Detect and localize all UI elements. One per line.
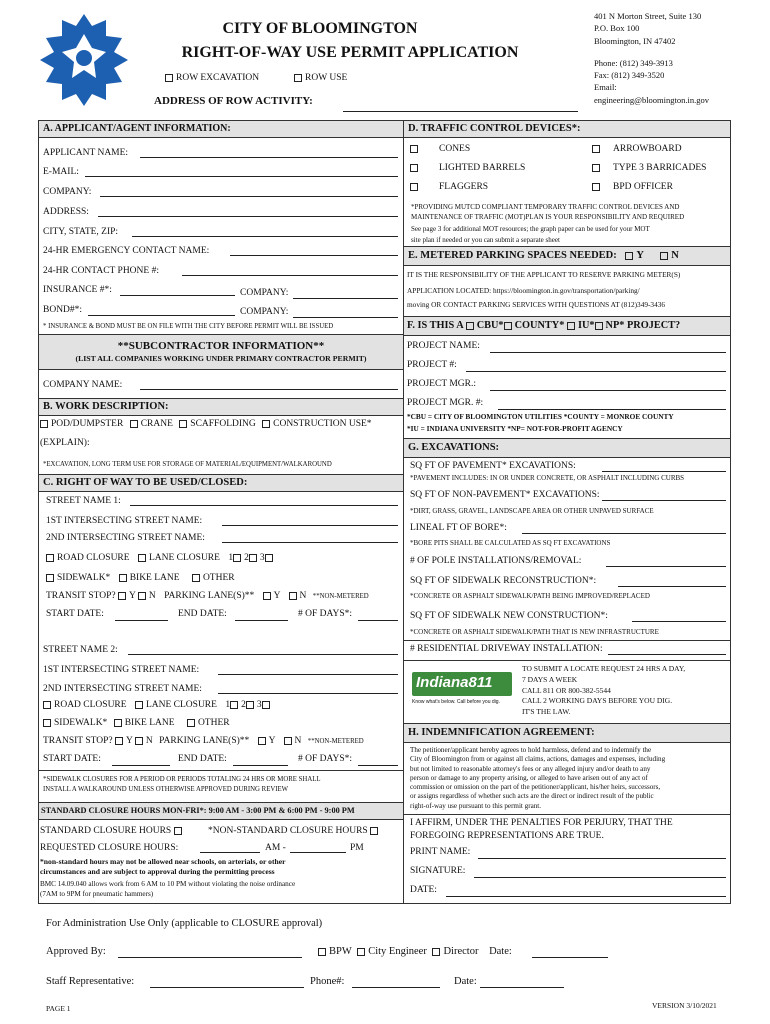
barricades-option <box>592 163 706 173</box>
signature-label: SIGNATURE: <box>410 866 466 876</box>
lane-3-checkbox[interactable] <box>262 701 270 709</box>
row-excavation-option[interactable] <box>165 73 259 83</box>
applicant-name-field[interactable] <box>140 148 398 158</box>
street1-label: STREET NAME 1: <box>46 496 121 506</box>
inter1-field[interactable] <box>222 516 398 526</box>
lane-1-label: 1 <box>228 553 234 563</box>
lane-1-checkbox[interactable] <box>233 554 241 562</box>
print-name-field[interactable] <box>478 849 726 859</box>
end-date-field-2[interactable] <box>233 756 288 766</box>
nonmetered-label: **NON-METERED <box>307 738 364 745</box>
end-date-field[interactable] <box>235 611 288 621</box>
construction-use-label: CONSTRUCTION USE* <box>273 419 372 429</box>
checkbox[interactable] <box>165 74 173 82</box>
contact-email: engineering@bloomington.in.gov <box>594 94 710 105</box>
driveway-label: # RESIDENTIAL DRIVEWAY INSTALLATION: <box>410 644 603 654</box>
work-options <box>40 419 372 429</box>
lane-closure-label: LANE CLOSURE <box>145 700 217 710</box>
transit-row <box>46 591 369 601</box>
inter1b-label: 1ST INTERSECTING STREET NAME: <box>43 665 200 675</box>
nonmetered-label: **NON-METERED <box>312 593 369 600</box>
section-d-title: D. TRAFFIC CONTROL DEVICES*: <box>404 121 730 137</box>
sw-reconstruction-label: SQ FT OF SIDEWALK RECONSTRUCTION*: <box>410 576 597 586</box>
contact-phone-label: 24-HR CONTACT PHONE #: <box>43 266 159 276</box>
section-b-title: B. WORK DESCRIPTION: <box>39 399 403 415</box>
nonstd-hours-label: *NON-STANDARD CLOSURE HOURS <box>208 826 368 836</box>
construction-use-checkbox[interactable] <box>262 420 270 428</box>
y-label: Y <box>125 736 133 746</box>
days-field[interactable] <box>358 611 398 621</box>
contact-line: P.O. Box 100 <box>594 23 640 34</box>
locate-line: IT'S THE LAW. <box>522 707 571 717</box>
staff-rep-label: Staff Representative: <box>46 976 135 987</box>
road-closure-checkbox[interactable] <box>43 701 51 709</box>
bike-lane-checkbox[interactable] <box>119 574 127 582</box>
director-checkbox[interactable] <box>432 948 440 956</box>
contact-block <box>594 10 764 106</box>
scaffolding-checkbox[interactable] <box>179 420 187 428</box>
sidewalk-note-2: INSTALL A WALKAROUND UNLESS OTHERWISE APPROVED DURING REVIEW <box>43 786 289 793</box>
n-label: N <box>294 736 302 746</box>
director-label: Director <box>443 946 479 957</box>
staff-date-label: Date: <box>454 976 477 987</box>
email-field[interactable] <box>85 167 398 177</box>
indemnification-line: right-of-way use pursuant to this permit grant. <box>410 801 542 810</box>
lane-1-label: 1 <box>225 700 231 710</box>
mutcd-note-2: MAINTENANCE OF TRAFFIC (MOT)PLAN IS YOUR RESPONSIBILITY AND REQUIRED <box>411 213 685 221</box>
column-divider <box>403 120 404 904</box>
iu-checkbox[interactable] <box>567 322 575 330</box>
barrels-label: LIGHTED BARRELS <box>439 163 526 173</box>
email-label: E-MAIL: <box>43 167 79 177</box>
transit-label: TRANSIT STOP? <box>43 736 113 746</box>
lane-1-checkbox[interactable] <box>230 701 238 709</box>
emergency-contact-field[interactable] <box>230 246 398 256</box>
indemnification-text <box>410 746 726 811</box>
bmc-note-1: BMC 14.09.040 allows work from 6 AM to 10 PM without violating the noise ordinance <box>40 880 296 888</box>
sub-company-name-field[interactable] <box>140 380 398 390</box>
sidewalk-label: SIDEWALK* <box>57 573 111 583</box>
transit-n-checkbox[interactable] <box>138 592 146 600</box>
bore-note: *BORE PITS SHALL BE CALCULATED AS SQ FT EXCAVATIONS <box>410 539 611 547</box>
bond-company-label: COMPANY: <box>240 307 289 317</box>
n-label: N <box>148 591 156 601</box>
city-logo <box>36 12 132 108</box>
meter-note-3: moving OR CONTACT PARKING SERVICES WITH QUESTIONS AT (812)349-3436 <box>407 300 666 309</box>
address-label: ADDRESS OF ROW ACTIVITY: <box>154 95 313 107</box>
lane-closure-checkbox[interactable] <box>135 701 143 709</box>
end-date-label-2: END DATE: <box>178 754 227 764</box>
bond-company-field[interactable] <box>293 308 398 318</box>
approval-date-field[interactable] <box>532 948 608 958</box>
logo-wordmark: Indiana811 <box>412 672 512 696</box>
sidewalk-checkbox[interactable] <box>43 719 51 727</box>
locate-info <box>522 664 685 718</box>
end-date-label: END DATE: <box>178 609 227 619</box>
lane-3-label: 3 <box>259 553 265 563</box>
pavement-note: *PAVEMENT INCLUDES: IN OR UNDER CONCRETE, OR ASPHALT INCLUDING CURBS <box>410 474 685 482</box>
sub-company-name-label: COMPANY NAME: <box>43 380 123 390</box>
affirm-line-1: I AFFIRM, UNDER THE PENALTIES FOR PERJURY, THAT THE <box>410 818 673 828</box>
bpd-option <box>592 182 673 192</box>
agency-note-2: *IU = INDIANA UNIVERSITY *NP= NOT-FOR-PROFIT AGENCY <box>407 424 623 433</box>
barrels-option <box>410 163 525 173</box>
inter2-field[interactable] <box>222 533 398 543</box>
mot-note-1: See page 3 for additional MOT resources; the graph paper can be used for your MOT <box>411 225 650 233</box>
am-label: AM - <box>265 843 286 853</box>
sw-new-note: *CONCRETE OR ASPHALT SIDEWALK/PATH THAT IS NEW INFRASTRUCTURE <box>410 628 659 636</box>
arrowboard-option <box>592 144 682 154</box>
sidewalk-options-2 <box>43 718 230 728</box>
logo-tagline: Know what's below. Call before you dig. <box>412 699 500 705</box>
other-checkbox[interactable] <box>192 574 200 582</box>
version-label: VERSION 3/10/2021 <box>652 1001 717 1010</box>
agency-note-1: *CBU = CITY OF BLOOMINGTON UTILITIES *COUNTY = MONROE COUNTY <box>407 412 674 421</box>
cones-option <box>410 144 470 154</box>
cbu-checkbox[interactable] <box>466 322 474 330</box>
parking-label: PARKING LANE(S)** <box>159 736 250 746</box>
project-mgr-label: PROJECT MGR.: <box>407 379 476 389</box>
subcontractor-title: **SUBCONTRACTOR INFORMATION** <box>117 340 325 352</box>
contact-line: Bloomington, IN 47402 <box>594 35 676 46</box>
scaffolding-label: SCAFFOLDING <box>190 419 256 429</box>
std-hours-label: STANDARD CLOSURE HOURS <box>40 826 172 836</box>
meter-note-1: IT IS THE RESPONSIBILITY OF THE APPLICANT TO RESERVE PARKING METER(S) <box>407 270 681 279</box>
address-label-a: ADDRESS: <box>43 207 89 217</box>
barricades-label: TYPE 3 BARRICADES <box>613 163 707 173</box>
days-label: # OF DAYS*: <box>298 609 353 619</box>
staff-rep-field[interactable] <box>150 978 304 988</box>
barricades-checkbox[interactable] <box>592 164 600 172</box>
row-use-option[interactable] <box>294 73 347 83</box>
signature-field[interactable] <box>474 868 726 878</box>
bpw-label: BPW <box>329 946 352 957</box>
admin-title: For Administration Use Only (applicable to CLOSURE approval) <box>46 918 323 929</box>
locate-line: TO SUBMIT A LOCATE REQUEST 24 HRS A DAY, <box>522 664 686 673</box>
driveway-field[interactable] <box>608 645 726 655</box>
indemnification-line: commission or omission on the part of the petitioner/applicant, his/her heirs, successors, <box>410 783 661 792</box>
form-title-line1: CITY OF BLOOMINGTON <box>222 20 418 37</box>
indemnification-line: City of Bloomington from or against all claims, actions, damages and expenses, including <box>410 755 666 764</box>
nonstd-note-2: circumstances and are subject to approval during the permitting process <box>40 867 275 876</box>
bore-label: LINEAL FT OF BORE*: <box>410 523 507 533</box>
section-e-header <box>404 247 730 265</box>
subcontractor-header <box>39 335 403 369</box>
project-mgr-number-field[interactable] <box>498 400 726 410</box>
checkbox[interactable] <box>294 74 302 82</box>
street1-field[interactable] <box>130 496 398 506</box>
approval-options <box>318 946 512 957</box>
contact-line: 401 N Morton Street, Suite 130 <box>594 11 702 21</box>
other-label: OTHER <box>202 573 235 583</box>
days-label-2: # OF DAYS*: <box>298 754 353 764</box>
pod-label: POD/DUMPSTER <box>51 419 124 429</box>
parking-y-checkbox[interactable] <box>263 592 271 600</box>
start-date-label-2: START DATE: <box>43 754 101 764</box>
start-date-field-2[interactable] <box>112 756 170 766</box>
arrowboard-label: ARROWBOARD <box>613 144 682 154</box>
approved-by-label: Approved By: <box>46 946 106 957</box>
section-f-title: F. IS THIS A <box>407 320 464 331</box>
closure-options-2 <box>43 700 273 710</box>
city-engineer-label: City Engineer <box>368 946 427 957</box>
pavement-excavation-label: SQ FT OF PAVEMENT* EXCAVATIONS: <box>410 461 576 471</box>
metered-y-checkbox[interactable] <box>625 252 633 260</box>
sw-reconstruction-field[interactable] <box>618 577 726 587</box>
bore-field[interactable] <box>522 524 726 534</box>
bpd-label: BPD OFFICER <box>613 182 673 192</box>
contact-phone-field[interactable] <box>182 266 398 276</box>
date-field[interactable] <box>446 887 726 897</box>
indemnification-line: The petitioner/applicant hereby agrees to hold harmless, defend and to indemnify the <box>410 746 652 754</box>
form-title-line2: RIGHT-OF-WAY USE PERMIT APPLICATION <box>181 44 519 61</box>
bike-lane-checkbox[interactable] <box>114 719 122 727</box>
road-closure-label: ROAD CLOSURE <box>54 700 127 710</box>
lane-3-checkbox[interactable] <box>265 554 273 562</box>
inter1b-field[interactable] <box>218 665 398 675</box>
lane-3-label: 3 <box>256 700 262 710</box>
company-field[interactable] <box>100 187 398 197</box>
inter2b-label: 2ND INTERSECTING STREET NAME: <box>43 684 202 694</box>
lane-2-checkbox[interactable] <box>249 554 257 562</box>
county-label: COUNTY* <box>514 320 565 331</box>
indemnification-line: but not limited to reasonable attorney's fees or any alleged injury and/or death to any <box>410 764 651 773</box>
nonstd-hours-option <box>208 826 381 836</box>
nonstd-note-1: *non-standard hours may not be allowed near schools, on arterials, or other <box>40 857 286 866</box>
project-number-field[interactable] <box>466 362 726 372</box>
iu-label: IU* <box>577 320 595 331</box>
insurance-company-field[interactable] <box>293 289 398 299</box>
mot-note-2: site plan if needed or you can submit a separate sheet <box>411 236 560 244</box>
start-date-label: START DATE: <box>46 609 104 619</box>
sidewalk-note-1: *SIDEWALK CLOSURES FOR A PERIOD OR PERIODS TOTALING 24 HRS OR MORE SHALL <box>43 776 321 783</box>
lane-2-label: 2 <box>241 700 246 710</box>
closure-options <box>46 553 276 563</box>
project-mgr-field[interactable] <box>490 381 726 391</box>
bpw-checkbox[interactable] <box>318 948 326 956</box>
nonpavement-field[interactable] <box>602 491 726 501</box>
meter-note-2: APPLICATION LOCATED: https://bloomington.in.gov/transportation/parking/ <box>407 286 640 295</box>
n-label: N <box>145 736 153 746</box>
road-closure-checkbox[interactable] <box>46 554 54 562</box>
crane-label: CRANE <box>140 419 173 429</box>
pavement-excavation-field[interactable] <box>602 462 726 472</box>
pod-checkbox[interactable] <box>40 420 48 428</box>
np-checkbox[interactable] <box>595 322 603 330</box>
insurance-company-label: COMPANY: <box>240 288 289 298</box>
option-label: ROW EXCAVATION <box>176 73 260 83</box>
transit-y-checkbox[interactable] <box>115 737 123 745</box>
nonstd-hours-checkbox[interactable] <box>370 827 378 835</box>
affirm-line-2: FOREGOING REPRESENTATIONS ARE TRUE. <box>410 831 604 841</box>
bond-label: BOND#*: <box>43 305 83 315</box>
option-label: ROW USE <box>305 73 348 83</box>
applicant-name-label: APPLICANT NAME: <box>43 148 129 158</box>
sidewalk-checkbox[interactable] <box>46 574 54 582</box>
parking-y-checkbox[interactable] <box>258 737 266 745</box>
locate-line: CALL 811 OR 800-382-5544 <box>522 685 611 695</box>
bpd-checkbox[interactable] <box>592 183 600 191</box>
crane-checkbox[interactable] <box>130 420 138 428</box>
barrels-checkbox[interactable] <box>410 164 418 172</box>
flaggers-checkbox[interactable] <box>410 183 418 191</box>
y-label: Y <box>268 736 276 746</box>
page-number: PAGE 1 <box>46 1004 71 1013</box>
section-c-title: C. RIGHT OF WAY TO BE USED/CLOSED: <box>39 475 403 491</box>
parking-n-checkbox[interactable] <box>289 592 297 600</box>
n-label: N <box>299 591 307 601</box>
city-state-zip-field[interactable] <box>132 227 398 237</box>
phone-field[interactable] <box>352 978 440 988</box>
inter1-label: 1ST INTERSECTING STREET NAME: <box>46 516 203 526</box>
emergency-contact-label: 24-HR EMERGENCY CONTACT NAME: <box>43 246 210 256</box>
lane-2-label: 2 <box>244 553 249 563</box>
insurance-label: INSURANCE #*: <box>43 285 112 295</box>
staff-date-field[interactable] <box>480 978 564 988</box>
section-f-header <box>404 317 730 335</box>
approved-by-field[interactable] <box>118 948 302 958</box>
city-engineer-checkbox[interactable] <box>357 948 365 956</box>
y-label: Y <box>273 591 281 601</box>
locate-line: CALL 2 WORKING DAYS BEFORE YOU DIG. <box>522 696 673 706</box>
std-hours-option <box>40 826 185 836</box>
explain-field[interactable] <box>98 438 398 448</box>
n-label: N <box>671 250 679 261</box>
print-name-label: PRINT NAME: <box>410 847 471 857</box>
pole-label: # OF POLE INSTALLATIONS/REMOVAL: <box>410 556 582 566</box>
parking-n-checkbox[interactable] <box>284 737 292 745</box>
section-h-title: H. INDEMNIFICATION AGREEMENT: <box>404 724 730 742</box>
sw-new-label: SQ FT OF SIDEWALK NEW CONSTRUCTION*: <box>410 611 608 621</box>
sidewalk-options <box>46 573 235 583</box>
cones-checkbox[interactable] <box>410 145 418 153</box>
transit-row-2 <box>43 736 364 746</box>
parking-label: PARKING LANE(S)** <box>164 591 255 601</box>
work-note: *EXCAVATION, LONG TERM USE FOR STORAGE OF MATERIAL/EQUIPMENT/WALKAROUND <box>43 461 332 468</box>
section-g-title: G. EXCAVATIONS: <box>404 439 730 457</box>
insurance-note: * INSURANCE & BOND MUST BE ON FILE WITH THE CITY BEFORE PERMIT WILL BE ISSUED <box>43 323 334 330</box>
section-e-title: E. METERED PARKING SPACES NEEDED: <box>408 250 617 261</box>
std-hours-checkbox[interactable] <box>174 827 182 835</box>
transit-y-checkbox[interactable] <box>118 592 126 600</box>
street2-label: STREET NAME 2: <box>43 645 118 655</box>
indemnification-line: or assigns regardless of whether such acts are the direct or indirect result of the public <box>410 792 654 801</box>
nonpavement-label: SQ FT OF NON-PAVEMENT* EXCAVATIONS: <box>410 490 600 500</box>
project-name-label: PROJECT NAME: <box>407 341 480 351</box>
flaggers-option <box>410 182 488 192</box>
sidewalk-label: SIDEWALK* <box>54 718 108 728</box>
bmc-note-2: (7AM to 9PM for pneumatic hammers) <box>40 890 154 898</box>
other-label: OTHER <box>197 718 230 728</box>
phone-label: Phone#: <box>310 976 345 987</box>
other-checkbox[interactable] <box>187 719 195 727</box>
days-field-2[interactable] <box>358 756 398 766</box>
address-field-a[interactable] <box>98 207 398 217</box>
np-label: NP* PROJECT? <box>605 320 681 331</box>
road-closure-label: ROAD CLOSURE <box>57 553 130 563</box>
y-label: Y <box>636 250 644 261</box>
bond-field[interactable] <box>88 306 235 316</box>
arrowboard-checkbox[interactable] <box>592 145 600 153</box>
start-date-field[interactable] <box>115 611 168 621</box>
lane-closure-label: LANE CLOSURE <box>148 553 220 563</box>
explain-label: (EXPLAIN): <box>40 438 90 448</box>
cones-label: CONES <box>439 144 471 154</box>
bike-lane-label: BIKE LANE <box>124 718 175 728</box>
bike-lane-label: BIKE LANE <box>129 573 180 583</box>
requested-am-field[interactable] <box>200 843 260 853</box>
cbu-label: CBU* <box>476 320 504 331</box>
mutcd-note-1: *PROVIDING MUTCD COMPLIANT TEMPORARY TRAFFIC CONTROL DEVICES AND <box>411 203 680 211</box>
y-label: Y <box>128 591 136 601</box>
company-label: COMPANY: <box>43 187 92 197</box>
project-name-field[interactable] <box>490 343 726 353</box>
standard-hours-title: STANDARD CLOSURE HOURS MON-FRI*: 9:00 AM - 3:00 PM & 6:00 PM - 9:00 PM <box>39 803 403 819</box>
inter2b-field[interactable] <box>218 684 398 694</box>
contact-line: Email: <box>594 82 617 93</box>
transit-label: TRANSIT STOP? <box>46 591 116 601</box>
contact-line: Phone: (812) 349-3913 <box>594 57 673 68</box>
contact-line: Fax: (812) 349-3520 <box>594 70 665 81</box>
date-label: DATE: <box>410 885 437 895</box>
requested-pm-field[interactable] <box>290 843 346 853</box>
transit-n-checkbox[interactable] <box>135 737 143 745</box>
county-checkbox[interactable] <box>504 322 512 330</box>
requested-hours-label: REQUESTED CLOSURE HOURS: <box>40 843 179 853</box>
sw-new-field[interactable] <box>632 612 726 622</box>
project-number-label: PROJECT #: <box>407 360 457 370</box>
city-state-zip-label: CITY, STATE, ZIP: <box>43 227 119 237</box>
street2-field[interactable] <box>128 645 398 655</box>
insurance-field[interactable] <box>120 286 235 296</box>
pm-label: PM <box>350 843 364 853</box>
nonpavement-note: *DIRT, GRASS, GRAVEL, LANDSCAPE AREA OR OTHER UNPAVED SURFACE <box>410 507 654 515</box>
metered-n-checkbox[interactable] <box>660 252 668 260</box>
subcontractor-note: (LIST ALL COMPANIES WORKING UNDER PRIMARY CONTRACTOR PERMIT) <box>75 354 367 363</box>
indiana811-logo <box>412 672 512 710</box>
indemnification-line: person or damage to any property arising, or alleged to have arisen out of any act of <box>410 773 648 782</box>
sw-reconstruction-note: *CONCRETE OR ASPHALT SIDEWALK/PATH BEING IMPROVED/REPLACED <box>410 592 650 600</box>
flaggers-label: FLAGGERS <box>439 182 489 192</box>
lane-2-checkbox[interactable] <box>246 701 254 709</box>
section-a-title: A. APPLICANT/AGENT INFORMATION: <box>39 121 403 137</box>
pole-field[interactable] <box>606 557 726 567</box>
approval-date-label: Date: <box>489 946 512 957</box>
project-mgr-number-label: PROJECT MGR. #: <box>407 398 484 408</box>
address-field[interactable] <box>343 102 578 112</box>
inter2-label: 2ND INTERSECTING STREET NAME: <box>46 533 205 543</box>
locate-line: 7 DAYS A WEEK <box>522 674 578 684</box>
lane-closure-checkbox[interactable] <box>138 554 146 562</box>
